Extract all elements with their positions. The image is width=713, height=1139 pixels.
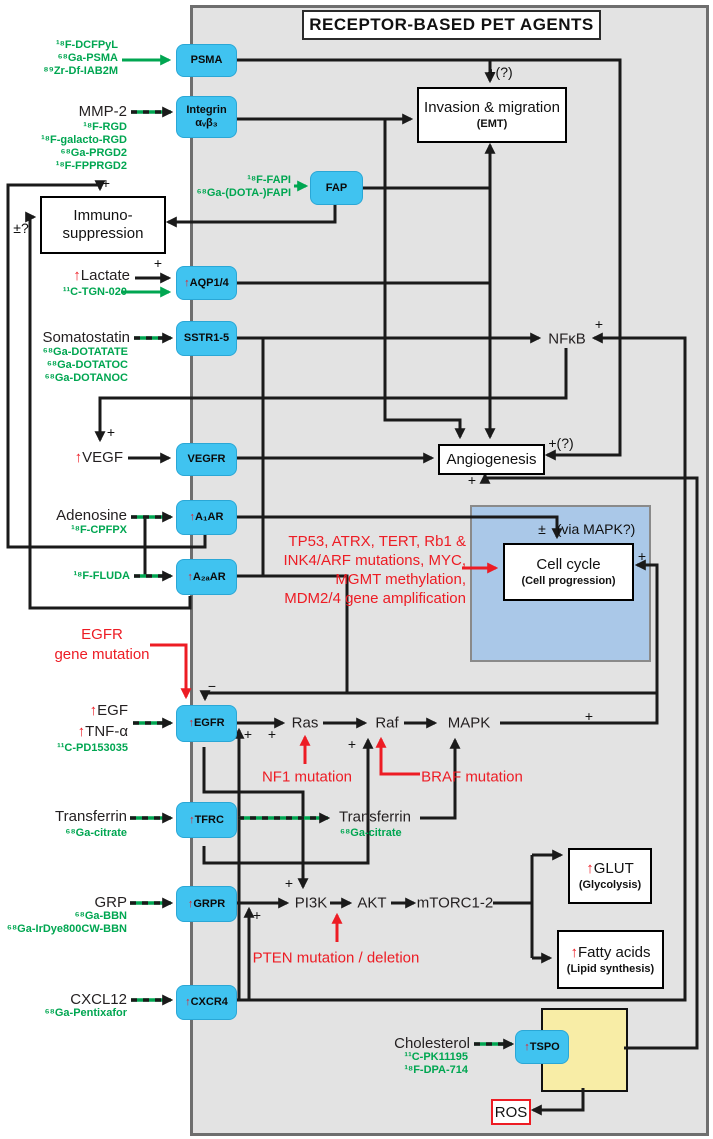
- sign-plus-immuno-top: +: [101, 175, 111, 191]
- mutation-pten: PTEN mutation / deletion: [252, 949, 420, 967]
- receptor-psma: PSMA: [176, 44, 237, 77]
- arrow-egfr-mutation: [150, 645, 186, 697]
- sign-plus-raf: +: [347, 736, 357, 752]
- mutation-tp53-block: TP53, ATRX, TERT, Rb1 & INK4/ARF mutations, MYC, MGMT methylation, MDM2/4 gene amplification: [283, 533, 466, 607]
- mutation-nf1: NF1 mutation: [261, 768, 353, 786]
- tracer-transferrin-inner: ⁶⁸Ga-citrate: [340, 827, 402, 839]
- sign-minus-egfr-feedback: −: [207, 678, 217, 694]
- page-title: RECEPTOR-BASED PET AGENTS: [302, 10, 601, 40]
- tracer-tfrc: ⁶⁸Ga-citrate: [65, 827, 127, 839]
- sign-via-mapk: (via MAPK?): [556, 521, 636, 537]
- line-integrin-angiogenesis: [385, 119, 460, 437]
- ligand-transferrin: Transferrin: [55, 808, 127, 825]
- sign-plus-angiogenesis-bottom: +: [467, 472, 477, 488]
- node-mtorc12: mTORC1-2: [416, 894, 494, 912]
- tracer-aqp14: ¹¹C-TGN-020: [62, 286, 127, 298]
- tracer-group-sstr: ⁶⁸Ga-DOTATATE ⁶⁸Ga-DOTATOC ⁶⁸Ga-DOTANOC: [42, 346, 128, 384]
- tracer-group-psma: ¹⁸F-DCFPyL ⁶⁸Ga-PSMA ⁸⁹Zr-Df-IAB2M: [43, 39, 118, 77]
- tracer-group-grpr: ⁶⁸Ga-BBN ⁶⁸Ga-IrDye800CW-BBN: [6, 910, 127, 935]
- box-ros: ROS: [491, 1099, 531, 1125]
- ligand-vegf: ↑VEGF: [74, 449, 123, 466]
- box-invasion-migration: Invasion & migration (EMT): [417, 87, 567, 143]
- sign-plus-query-invasion: +(?): [487, 64, 513, 80]
- ligand-cxcl12: CXCL12: [70, 991, 127, 1008]
- sign-plus-minus-query-immuno: ±?: [13, 220, 29, 236]
- tracer-group-fap: ¹⁸F-FAPI ⁶⁸Ga-(DOTA-)FAPI: [196, 174, 291, 199]
- ligand-grp: GRP: [94, 894, 127, 911]
- ligand-tnf-alpha: ↑TNF-α: [77, 723, 128, 740]
- sign-plus-pi3k: +: [284, 875, 294, 891]
- sign-plus-mapk-loop: +: [584, 708, 594, 724]
- node-mapk: MAPK: [447, 714, 491, 732]
- ligand-adenosine: Adenosine: [56, 507, 127, 524]
- ligand-lactate: ↑Lactate: [73, 267, 130, 284]
- tracer-group-tspo: ¹¹C-PK11195 ¹⁸F-DPA-714: [404, 1051, 468, 1076]
- box-cell-cycle: Cell cycle (Cell progression): [503, 543, 634, 601]
- receptor-aqp14: ↑AQP1/4: [176, 266, 237, 300]
- receptor-sstr15: SSTR1-5: [176, 321, 237, 356]
- receptor-tfrc: ↑TFRC: [176, 802, 237, 838]
- line-fap-immuno: [168, 205, 335, 222]
- tracer-group-integrin: ¹⁸F-RGD ¹⁸F-galacto-RGD ⁶⁸Ga-PRGD2 ¹⁸F-FPPRGD2: [41, 121, 127, 172]
- receptor-a1ar: ↑A₁AR: [176, 500, 237, 535]
- sign-plus-nfkb: +: [594, 316, 604, 332]
- line-nfkb-vegf: [100, 348, 566, 440]
- sign-plus-egfr-2: +: [267, 726, 277, 742]
- sign-plus-minus-cellcycle: ±: [538, 521, 546, 537]
- mutation-egfr: EGFR gene mutation: [54, 626, 150, 663]
- receptor-tspo: ↑TSPO: [515, 1030, 569, 1064]
- sign-plus-cellcycle-right: +: [637, 548, 647, 564]
- node-transferrin-inner: Transferrin: [339, 808, 411, 826]
- mutation-braf: BRAF mutation: [421, 768, 523, 786]
- box-angiogenesis: Angiogenesis: [438, 444, 545, 475]
- ligand-somatostatin: Somatostatin: [42, 329, 130, 346]
- node-nfkb: NFκB: [548, 330, 586, 348]
- receptor-vegfr: VEGFR: [176, 443, 237, 476]
- receptor-grpr: ↑GRPR: [176, 886, 237, 922]
- tracer-a2aar: ¹⁸F-FLUDA: [73, 570, 130, 582]
- line-mapk-egfr-feedback: [205, 693, 657, 699]
- ligand-egf: ↑EGF: [89, 702, 128, 719]
- tracer-egfr: ¹¹C-PD153035: [57, 742, 128, 754]
- tracer-a1ar: ¹⁸F-CPFPX: [71, 524, 127, 536]
- sign-plus-egfr-1: +: [243, 726, 253, 742]
- ligand-cholesterol: Cholesterol: [394, 1035, 470, 1052]
- sign-plus-grpr: +: [252, 907, 262, 923]
- box-immuno-suppression: Immuno- suppression: [40, 196, 166, 254]
- box-fatty-acids: ↑Fatty acids (Lipid synthesis): [557, 930, 664, 989]
- node-pi3k: PI3K: [294, 894, 328, 912]
- sign-plus-query-angiogenesis: +(?): [548, 435, 574, 451]
- receptor-cxcr4: ↑CXCR4: [176, 985, 237, 1020]
- ligand-mmp2: MMP-2: [78, 103, 127, 120]
- receptor-egfr: ↑EGFR: [176, 705, 237, 742]
- node-akt: AKT: [357, 894, 387, 912]
- receptor-integrin: Integrin αᵥβ₃: [176, 96, 237, 138]
- line-mito-ros: [533, 1088, 583, 1110]
- receptor-fap: FAP: [310, 171, 363, 205]
- tracer-cxcr4: ⁶⁸Ga-Pentixafor: [44, 1007, 127, 1019]
- node-ras: Ras: [291, 714, 319, 732]
- arrow-braf-raf: [381, 739, 420, 774]
- receptor-a2aar: ↑A₂ₐAR: [176, 559, 237, 595]
- sign-plus-vegf: +: [106, 424, 116, 440]
- node-raf: Raf: [375, 714, 399, 732]
- sign-plus-lactate: +: [153, 255, 163, 271]
- box-glut: ↑GLUT (Glycolysis): [568, 848, 652, 904]
